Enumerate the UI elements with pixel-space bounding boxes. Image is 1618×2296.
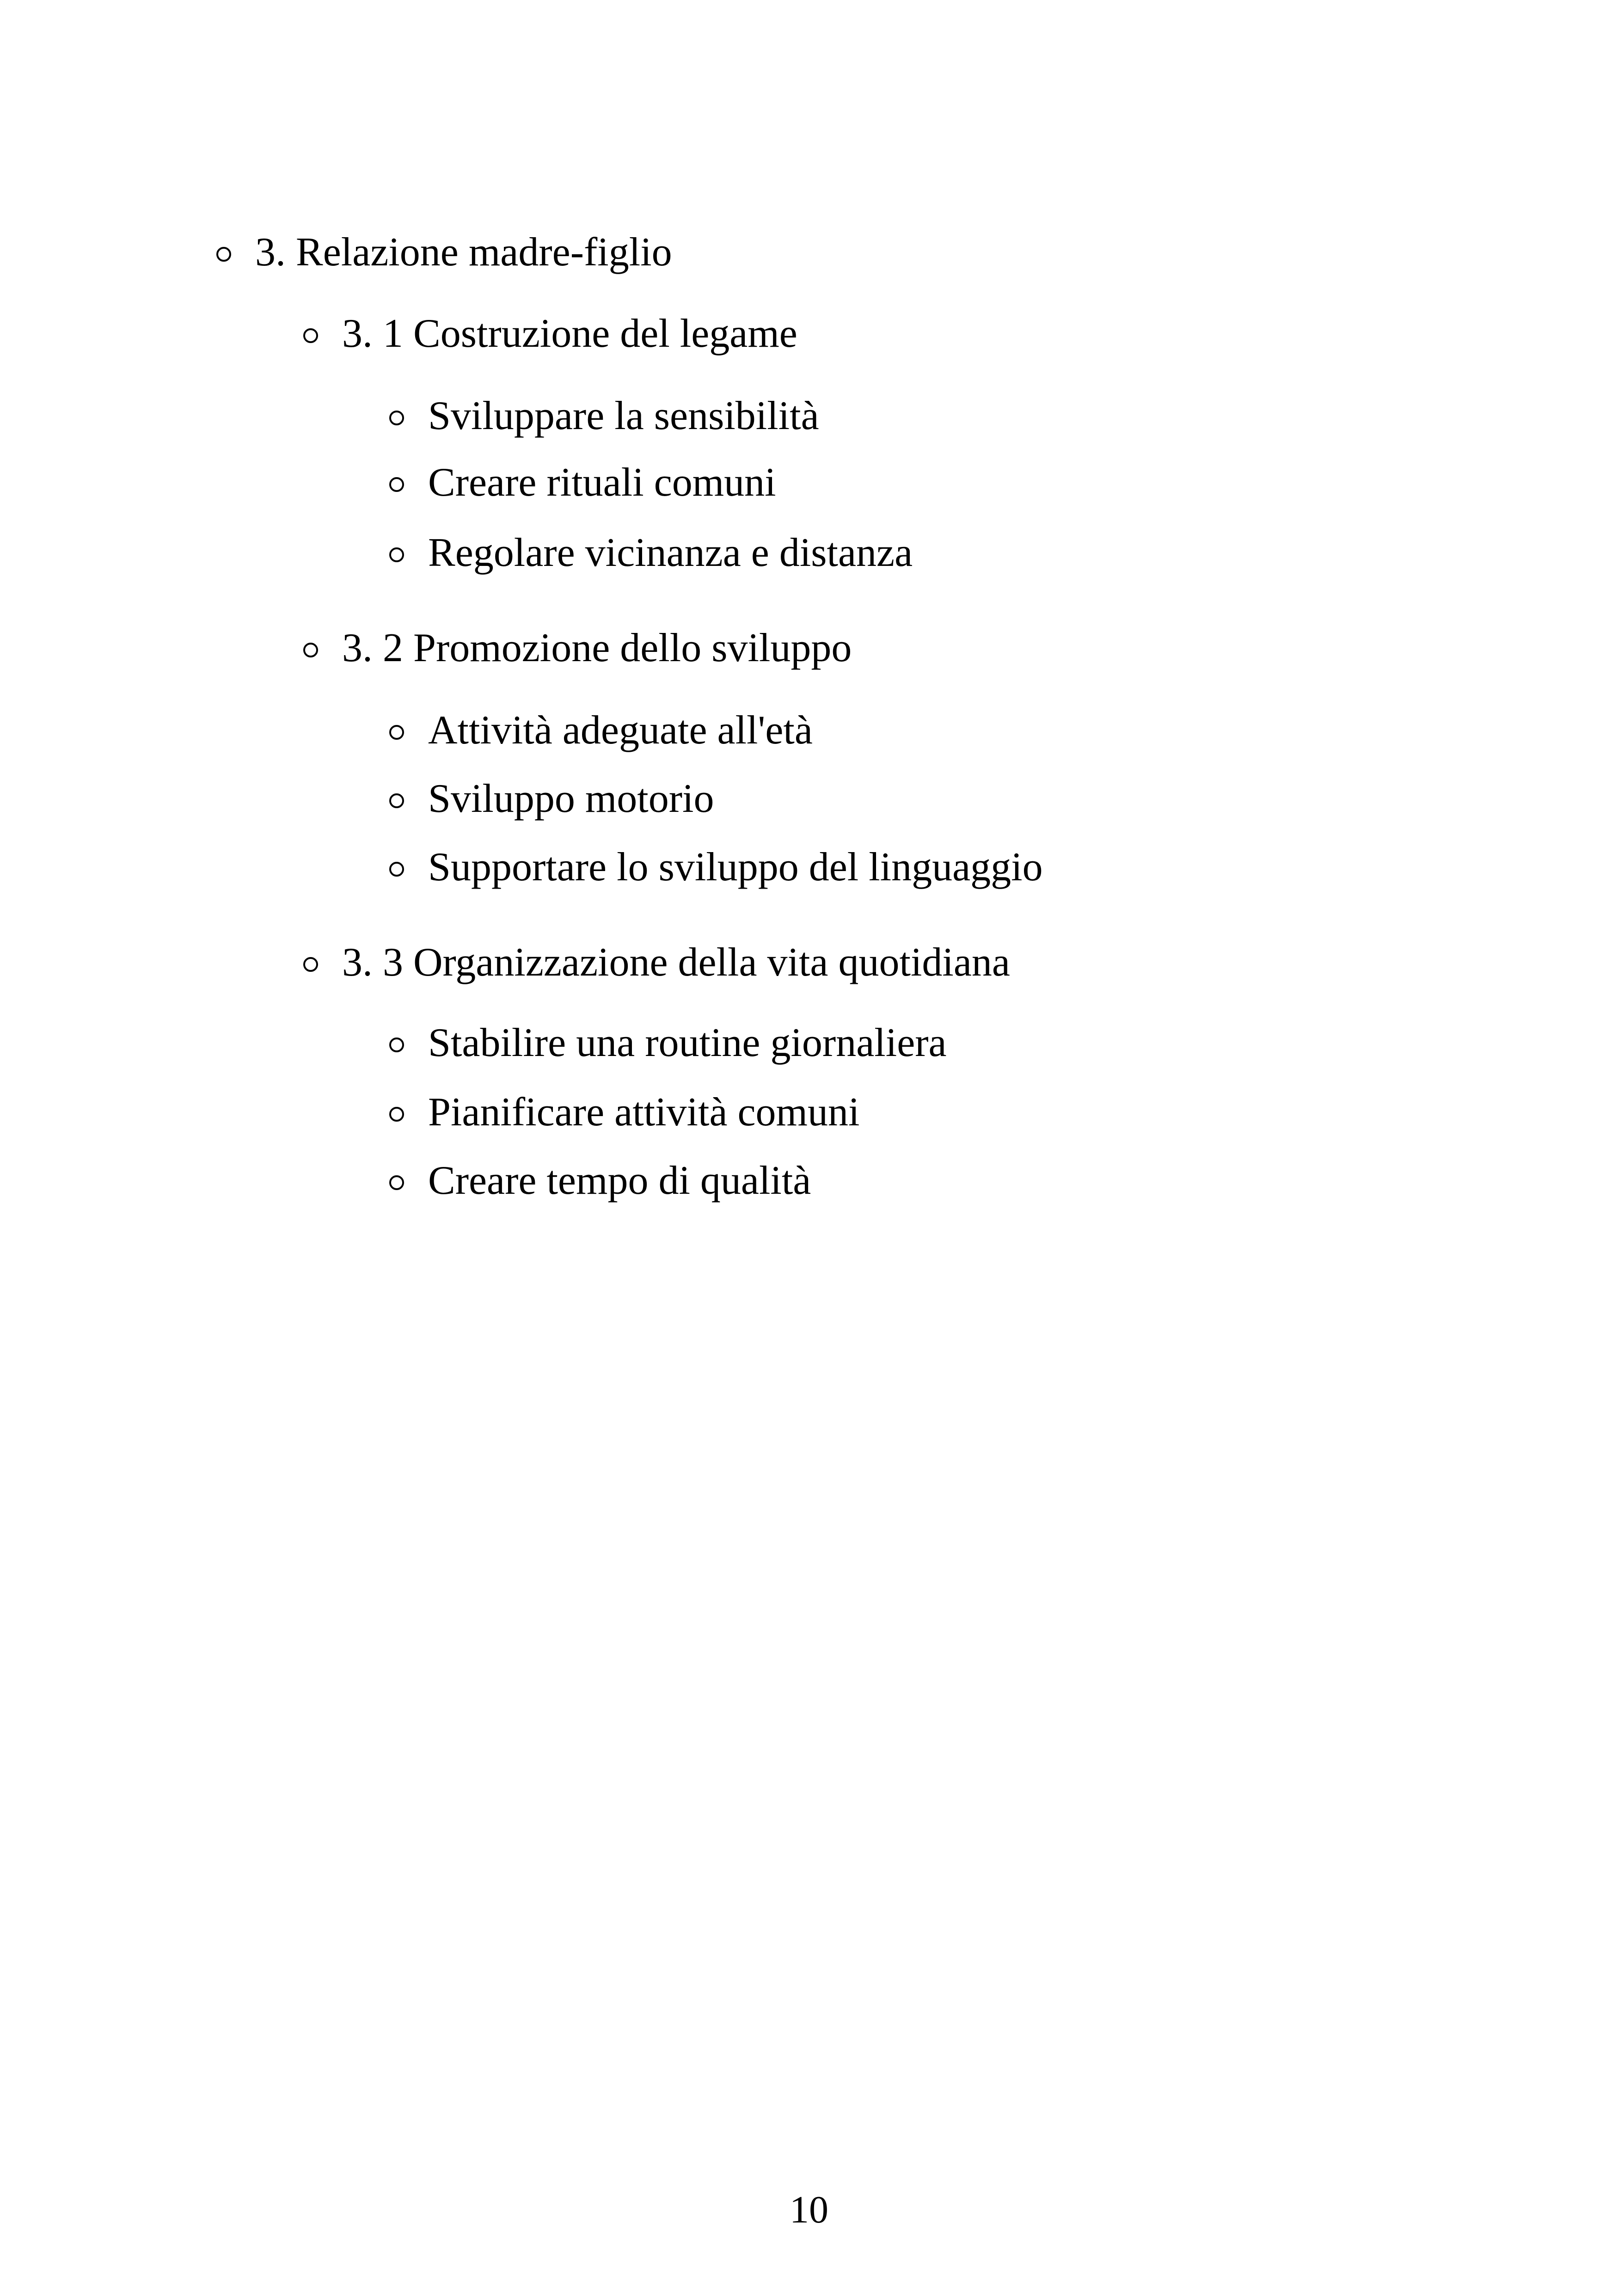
outline-item-level3 xyxy=(389,1158,811,1204)
outline-item-level3 xyxy=(389,844,1043,890)
list-item-text: Creare rituali comuni xyxy=(428,460,776,505)
hollow-circle-bullet-icon xyxy=(389,1037,404,1052)
outline-item-level2 xyxy=(303,625,852,671)
subsection-heading: 3. 3 Organizzazione della vita quotidiana xyxy=(342,940,1010,985)
hollow-circle-bullet-icon xyxy=(303,643,318,657)
outline-item-level3 xyxy=(389,393,819,439)
list-item-text: Attività adeguate all'età xyxy=(428,708,813,753)
hollow-circle-bullet-icon xyxy=(389,793,404,808)
page-number: 10 xyxy=(790,2188,828,2231)
outline-item-level2 xyxy=(303,939,1010,986)
hollow-circle-bullet-icon xyxy=(389,547,404,562)
outline-item-level1 xyxy=(216,229,672,276)
hollow-circle-bullet-icon xyxy=(389,477,404,492)
list-item-text: Sviluppare la sensibilità xyxy=(428,393,819,438)
list-item-text: Pianificare attività comuni xyxy=(428,1090,860,1135)
hollow-circle-bullet-icon xyxy=(303,957,318,972)
hollow-circle-bullet-icon xyxy=(389,1107,404,1122)
outline-item-level2 xyxy=(303,311,797,357)
hollow-circle-bullet-icon xyxy=(389,862,404,877)
outline-item-level3 xyxy=(389,1089,859,1136)
outline-item-level3 xyxy=(389,707,813,754)
list-item-text: Creare tempo di qualità xyxy=(428,1158,811,1203)
hollow-circle-bullet-icon xyxy=(389,725,404,740)
list-item-text: Supportare lo sviluppo del linguaggio xyxy=(428,845,1043,890)
subsection-heading: 3. 1 Costruzione del legame xyxy=(342,311,797,356)
outline-item-level3 xyxy=(389,460,776,506)
outline-item-level3 xyxy=(389,1020,947,1066)
subsection-heading: 3. 2 Promozione dello sviluppo xyxy=(342,626,852,670)
hollow-circle-bullet-icon xyxy=(389,411,404,425)
hollow-circle-bullet-icon xyxy=(303,328,318,343)
outline-item-level3 xyxy=(389,776,714,822)
hollow-circle-bullet-icon xyxy=(389,1175,404,1190)
outline-item-level3 xyxy=(389,530,913,576)
section-heading: 3. Relazione madre-figlio xyxy=(255,230,672,275)
list-item-text: Regolare vicinanza e distanza xyxy=(428,530,913,575)
list-item-text: Sviluppo motorio xyxy=(428,776,714,821)
list-item-text: Stabilire una routine giornaliera xyxy=(428,1020,947,1065)
hollow-circle-bullet-icon xyxy=(216,247,231,262)
